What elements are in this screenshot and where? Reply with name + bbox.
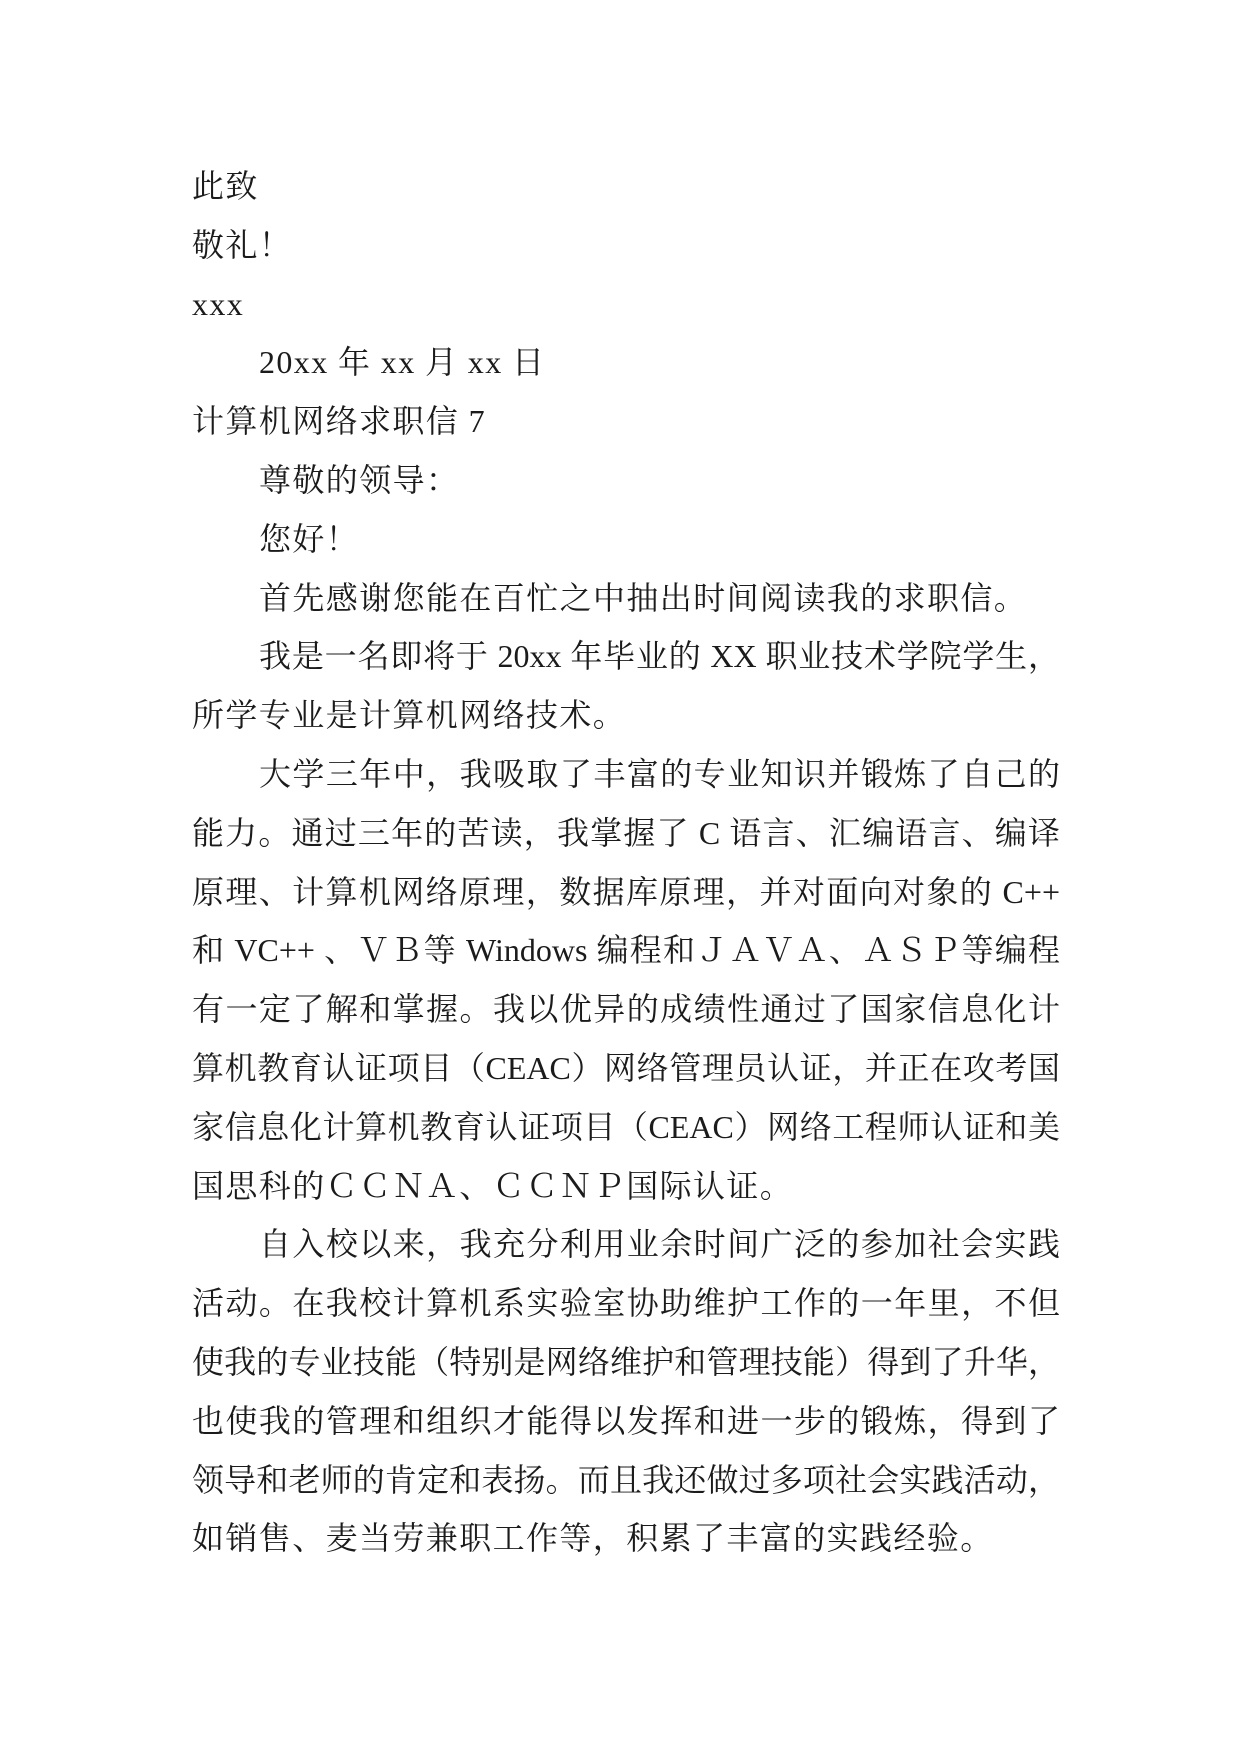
closing-salutation: 此致 [192, 168, 259, 204]
paragraph-line: 家信息化计算机教育认证项目（CEAC）网络工程师认证和美 [192, 1108, 1060, 1145]
paragraph-line: 自入校以来，我充分利用业余时间广泛的参加社会实践 [259, 1226, 1060, 1263]
paragraph-line: 和 VC++ 、ＶＢ等 Windows 编程和ＪＡＶＡ、ＡＳＰ等编程 [192, 932, 1060, 969]
hello: 您好！ [259, 520, 360, 557]
closing-regards: 敬礼！ [192, 226, 293, 263]
paragraph-skills [192, 745, 1060, 1215]
paragraph-line: 使我的专业技能（特别是网络维护和管理技能）得到了升华， [192, 1343, 1060, 1380]
paragraph-line: 原理、计算机网络原理，数据库原理，并对面向对象的 C++ [192, 873, 1060, 910]
paragraph-line: 有一定了解和掌握。我以优异的成绩性通过了国家信息化计 [192, 991, 1060, 1028]
paragraph-line: 也使我的管理和组织才能得以发挥和进一步的锻炼，得到了 [192, 1402, 1060, 1439]
paragraph-line: 算机教育认证项目（CEAC）网络管理员认证，并正在攻考国 [192, 1049, 1060, 1086]
paragraph-line: 大学三年中，我吸取了丰富的专业知识并锻炼了自己的 [259, 755, 1060, 792]
letter-title: 计算机网络求职信 7 [192, 403, 487, 440]
paragraph-line: 领导和老师的肯定和表扬。而且我还做过多项社会实践活动， [192, 1461, 1060, 1498]
paragraph-intro [192, 569, 1060, 628]
paragraph-line: 国思科的ＣＣＮＡ、ＣＣＮＰ国际认证。 [192, 1167, 794, 1204]
date: 20xx 年 xx 月 xx 日 [259, 344, 546, 381]
paragraph-background [192, 627, 1060, 745]
paragraph-line: 首先感谢您能在百忙之中抽出时间阅读我的求职信。 [259, 579, 1028, 616]
paragraph-line: 所学专业是计算机网络技术。 [192, 697, 627, 734]
paragraph-line: 活动。在我校计算机系实验室协助维护工作的一年里，不但 [192, 1285, 1060, 1322]
paragraph-experience [192, 1215, 1060, 1568]
paragraph-line: 如销售、麦当劳兼职工作等，积累了丰富的实践经验。 [192, 1520, 994, 1557]
paragraph-line: 能力。通过三年的苦读，我掌握了 C 语言、汇编语言、编译 [192, 814, 1060, 851]
greeting: 尊敬的领导： [259, 461, 460, 498]
document-page [192, 157, 1060, 1568]
paragraph-line: 我是一名即将于 20xx 年毕业的 XX 职业技术学院学生， [259, 638, 1060, 675]
signature: xxx [192, 285, 245, 322]
